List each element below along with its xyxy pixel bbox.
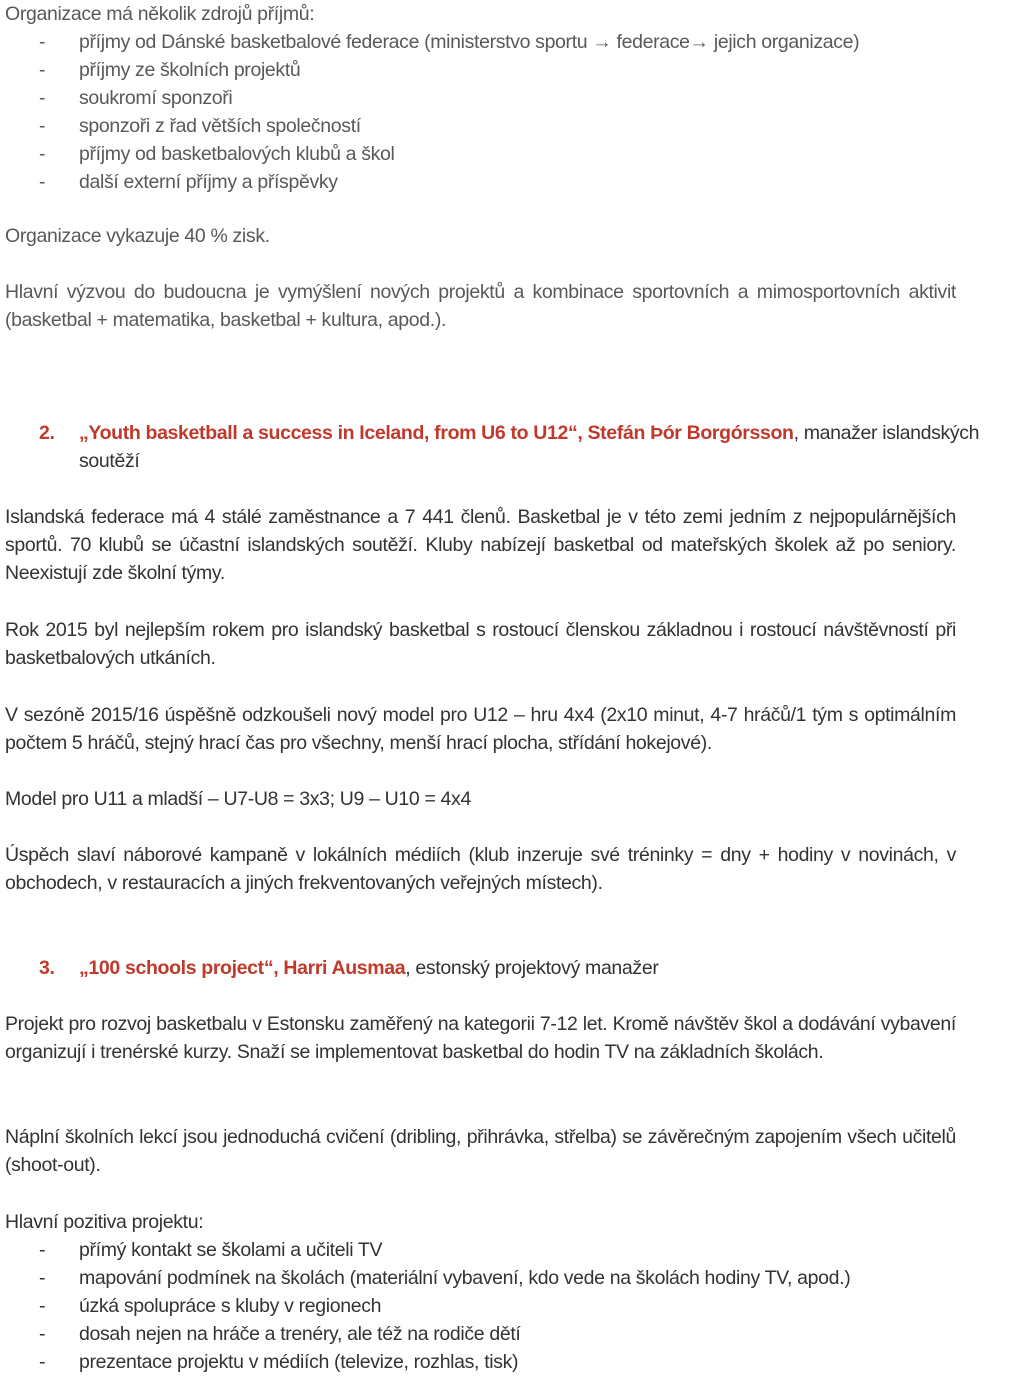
section-3-paragraph: Náplní školních lekcí jsou jednoduchá cvičení (dribling, přihrávka, střelba) se závěrečným zapojením všech učitelů (shoot-out). [5,1126,956,1176]
section-title: „100 schools project“, Harri Ausmaa [79,957,406,979]
sources-list [5,28,956,196]
profit-text: Organizace vykazuje 40 % zisk. [5,225,270,247]
list-item: - další externí příjmy a příspěvky [39,171,338,193]
list-item: - mapování podmínek na školách (materiální vybavení, kdo vede na školách hodiny TV, apod.) [39,1267,851,1289]
list-item: - prezentace projektu v médiích (televize, rozhlas, tisk) [39,1351,519,1373]
section-number: 2. [39,422,55,444]
list-item: - dosah nejen na hráče a trenéry, ale též na rodiče dětí [39,1323,521,1345]
challenge-paragraph: Hlavní výzvou do budoucna je vymýšlení nových projektů a kombinace sportovních a mimosportovních aktivit (basketbal + matematika, basketbal + kultura, apod.). [5,281,956,331]
section-2-paragraph: V sezóně 2015/16 úspěšně odzkoušeli nový model pro U12 – hru 4x4 (2x10 minut, 4-7 hráčů/1 tým s optimálním počtem 5 hráčů, stejný hrací čas pro všechny, menší hrací plocha, střídání hokejové). [5,704,956,754]
income-sources-section [5,0,956,196]
section-title: „Youth basketball a success in Iceland, from U6 to U12“, Stefán Þór Borgórsson [79,422,794,444]
list-item: - úzká spolupráce s kluby v regionech [39,1295,382,1317]
list-item: - příjmy ze školních projektů [39,59,301,81]
list-item: - sponzoři z řad větších společností [39,115,361,137]
section-2-paragraph: Rok 2015 byl nejlepším rokem pro islandský basketbal s rostoucí členskou základnou i rostoucí návštěvností při basketbalových utkáních. [5,619,956,669]
section-2-paragraph: Úspěch slaví náborové kampaně v lokálních médiích (klub inzeruje své tréninky = dny + hodiny v novinách, v obchodech, v restauracích a jiných frekventovaných veřejných místech). [5,844,956,894]
section-3-heading [5,954,1030,982]
list-item: - přímý kontakt se školami a učiteli TV [39,1239,383,1261]
section-title-suffix: , manažer islandských soutěží [79,422,980,472]
list-item: - příjmy od Dánské basketbalové federace (ministerstvo sportu → federace→ jejich organizace) [39,31,860,53]
section-3-paragraph: Projekt pro rozvoj basketbalu v Estonsku zaměřený na kategorii 7-12 let. Kromě návštěv škol a dodávání vybavení organizují i trenérské kurzy. Snaží se implementovat basketbal do hodin TV na základních školách. [5,1013,956,1063]
section-2-heading [5,419,1030,475]
section-title-suffix: , estonský projektový manažer [405,957,659,979]
positives-list [5,1236,956,1376]
positives-title: Hlavní pozitiva projektu: [5,1211,204,1233]
list-item: - příjmy od basketbalových klubů a škol [39,143,395,165]
list-item: - soukromí sponzoři [39,87,233,109]
positives-section [5,1208,956,1376]
section-number: 3. [39,957,55,979]
section-2-paragraph: Islandská federace má 4 stálé zaměstnance a 7 441 členů. Basketbal je v této zemi jedním z nejpopulárnějších sportů. 70 klubů se účastní islandských soutěží. Kluby nabízejí basketbal od mateřských školek až po seniory. Neexistují zde školní týmy. [5,506,956,584]
section-2-paragraph: Model pro U11 a mladší – U7-U8 = 3x3; U9 – U10 = 4x4 [5,788,471,810]
sources-title: Organizace má několik zdrojů příjmů: [5,3,315,25]
